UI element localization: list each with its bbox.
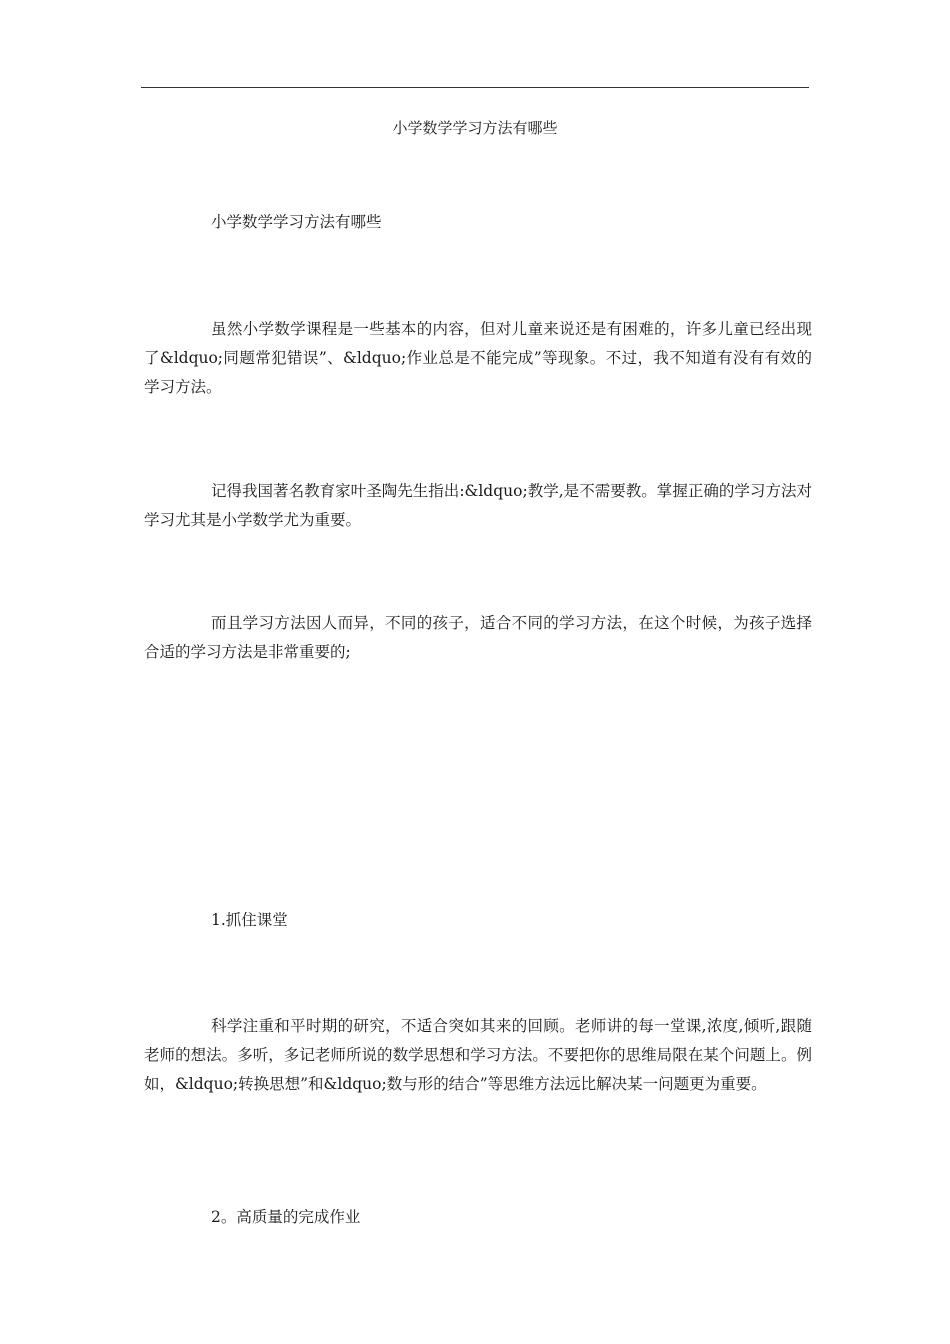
section-heading-2: 2。高质量的完成作业: [211, 1208, 361, 1226]
paragraph-quote: 记得我国著名教育家叶圣陶先生指出:&ldquo;教学,是不需要教。掌握正确的学习方法对学习尤其是小学数学尤为重要。: [144, 482, 812, 529]
paragraph-method-varies: 而且学习方法因人而异，不同的孩子，适合不同的学习方法，在这个时候，为孩子选择合适的学习方法是非常重要的;: [144, 614, 812, 661]
document-header-title: 小学数学学习方法有哪些: [392, 119, 558, 137]
header-rule: [141, 87, 809, 88]
section-1-body: 科学注重和平时期的研究，不适合突如其来的回顾。老师讲的每一堂课,浓度,倾听,跟随老师的想法。多听，多记老师所说的数学思想和学习方法。不要把你的思维局限在某个问题上。例如，&ldquo;转换思想”和&ldquo;数与形的结合”等思维方法远比解决某一问题更为重要。: [144, 1017, 812, 1093]
document-subtitle: 小学数学学习方法有哪些: [211, 213, 382, 231]
paragraph-intro: 虽然小学数学课程是一些基本的内容，但对儿童来说还是有困难的，许多儿童已经出现了&ldquo;同题常犯错误”、&ldquo;作业总是不能完成”等现象。不过，我不知道有没有有效的学习方法。: [144, 320, 812, 396]
section-heading-1: 1.抓住课堂: [211, 911, 288, 929]
